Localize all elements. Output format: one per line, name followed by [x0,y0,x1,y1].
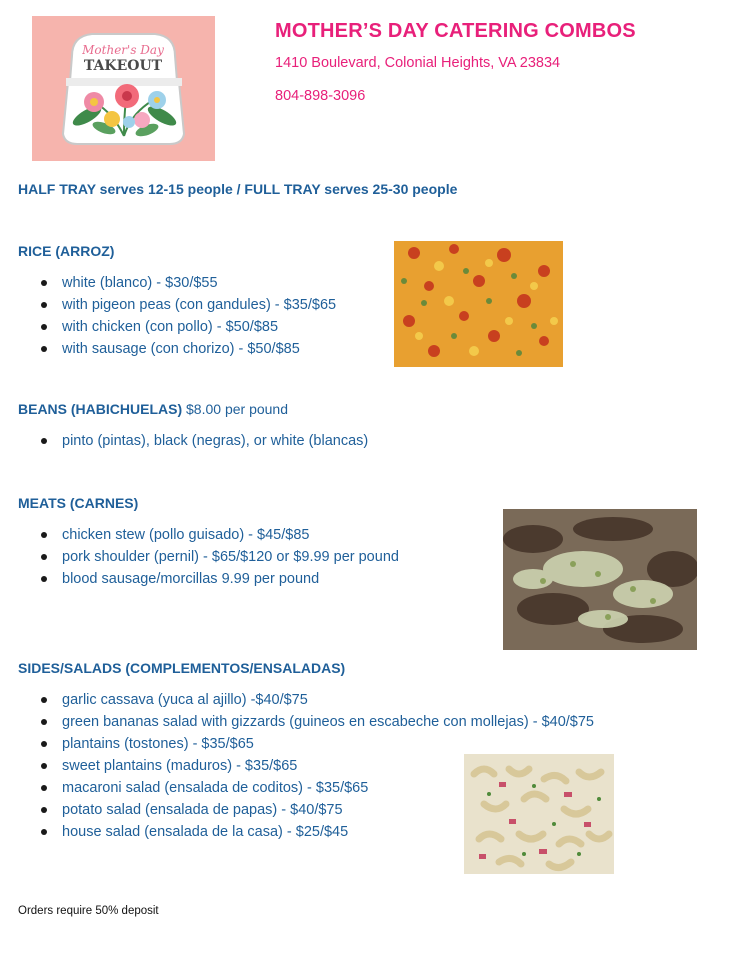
beans-heading [18,401,288,417]
list-item: house salad (ensalada de la casa) - $25/$45 [40,821,594,843]
rice-list [40,272,336,360]
rice-photo [394,241,563,367]
takeout-box-flowers-icon [32,16,215,161]
deposit-note: Orders require 50% deposit [18,905,159,917]
page-title: MOTHER’S DAY CATERING COMBOS [275,20,636,42]
svg-text:TAKEOUT: TAKEOUT [83,58,163,74]
meats-heading: MEATS (CARNES) [18,495,139,511]
list-item: with chicken (con pollo) - $50/$85 [40,316,336,338]
beans-list [40,430,368,452]
list-item: sweet plantains (maduros) - $35/$65 [40,755,594,777]
address: 1410 Boulevard, Colonial Heights, VA 23834 [275,55,561,71]
phone-number: 804-898-3096 [275,88,366,104]
list-item: green bananas salad with gizzards (guineos en escabeche con mollejas) - $40/$75 [40,711,594,733]
sides-heading: SIDES/SALADS (COMPLEMENTOS/ENSALADAS) [18,660,346,676]
list-item: macaroni salad (ensalada de coditos) - $35/$65 [40,777,594,799]
list-item: plantains (tostones) - $35/$65 [40,733,594,755]
rice-heading: RICE (ARROZ) [18,243,115,259]
tray-serving-info: HALF TRAY serves 12-15 people / FULL TRAY serves 25-30 people [18,181,458,197]
list-item: pinto (pintas), black (negras), or white (blancas) [40,430,368,452]
meat-photo [503,509,697,650]
list-item: blood sausage/morcillas 9.99 per pound [40,568,399,590]
list-item: with sausage (con chorizo) - $50/$85 [40,338,336,360]
beans-heading-label: BEANS (HABICHUELAS) [18,401,183,417]
svg-text:Mother's Day: Mother's Day [82,43,164,57]
list-item: garlic cassava (yuca al ajillo) -$40/$75 [40,689,594,711]
mothers-day-takeout-logo [32,16,215,161]
list-item: chicken stew (pollo guisado) - $45/$85 [40,524,399,546]
list-item: potato salad (ensalada de papas) - $40/$75 [40,799,594,821]
list-item: pork shoulder (pernil) - $65/$120 or $9.99 per pound [40,546,399,568]
meats-list [40,524,399,590]
macaroni-salad-photo [464,754,614,874]
beans-price-note: $8.00 per pound [186,401,288,417]
list-item: white (blanco) - $30/$55 [40,272,336,294]
list-item: with pigeon peas (con gandules) - $35/$65 [40,294,336,316]
